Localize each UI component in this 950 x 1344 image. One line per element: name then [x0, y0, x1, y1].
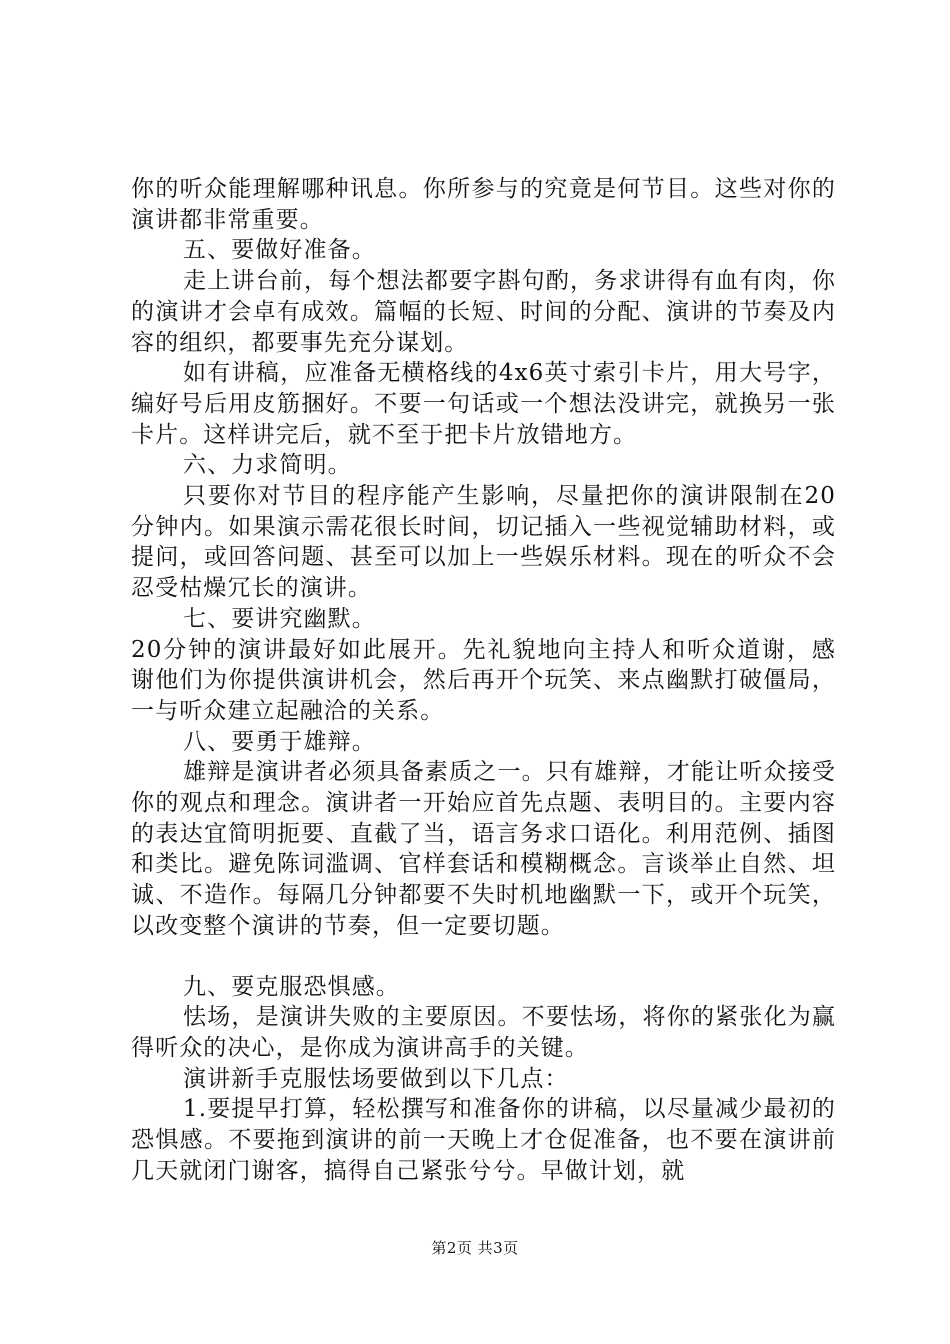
paragraph: 你的听众能理解哪种讯息。你所参与的究竟是何节目。这些对你的演讲都非常重要。	[131, 176, 836, 233]
paragraph: 演讲新手克服怯场要做到以下几点：	[183, 1065, 569, 1092]
page-number-footer: 第2页 共3页	[431, 1239, 519, 1257]
paragraph: 只要你对节目的程序能产生影响，尽量把你的演讲限制在20分钟内。如果演示需花很长时间，切记插入一些视觉辅助材料，或提问，或回答问题、甚至可以加上一些娱乐材料。现在的听众不会忍受枯燥冗长的演讲。	[131, 483, 836, 602]
document-body	[131, 174, 836, 1187]
paragraph: 1.要提早打算，轻松撰写和准备你的讲稿，以尽量减少最初的恐惧感。不要拖到演讲的前一天晚上才仓促准备，也不要在演讲前几天就闭门谢客，搞得自己紧张兮兮。早做计划，就	[131, 1096, 836, 1184]
section-heading-8: 八、要勇于雄辩。	[183, 728, 376, 755]
paragraph: 雄辩是演讲者必须具备素质之一。只有雄辩，才能让听众接受你的观点和理念。演讲者一开始应首先点题、表明目的。主要内容的表达宜简明扼要、直截了当，语言务求口语化。利用范例、插图和类比。避免陈词滥调、官样套话和模糊概念。言谈举止自然、坦诚、不造作。每隔几分钟都要不失时机地幽默一下，或开个玩笑，以改变整个演讲的节奏，但一定要切题。	[131, 759, 836, 939]
paragraph: 走上讲台前，每个想法都要字斟句酌，务求讲得有血有肉，你的演讲才会卓有成效。篇幅的长短、时间的分配、演讲的节奏及内容的组织，都要事先充分谋划。	[131, 268, 836, 356]
section-heading-7: 七、要讲究幽默。	[183, 605, 376, 632]
paragraph: 怯场，是演讲失败的主要原因。不要怯场，将你的紧张化为赢得听众的决心，是你成为演讲高手的关键。	[131, 1004, 836, 1061]
section-heading-5: 五、要做好准备。	[183, 237, 376, 264]
section-heading-9: 九、要克服恐惧感。	[183, 973, 400, 1000]
paragraph: 如有讲稿，应准备无横格线的4x6英寸索引卡片，用大号字，编好号后用皮筋捆好。不要一句话或一个想法没讲完，就换另一张卡片。这样讲完后，就不至于把卡片放错地方。	[131, 360, 836, 448]
blank-line	[131, 942, 836, 972]
section-heading-6: 六、力求简明。	[183, 452, 352, 479]
paragraph: 20分钟的演讲最好如此展开。先礼貌地向主持人和听众道谢，感谢他们为你提供演讲机会，然后再开个玩笑、来点幽默打破僵局，一与听众建立起融洽的关系。	[131, 636, 836, 724]
